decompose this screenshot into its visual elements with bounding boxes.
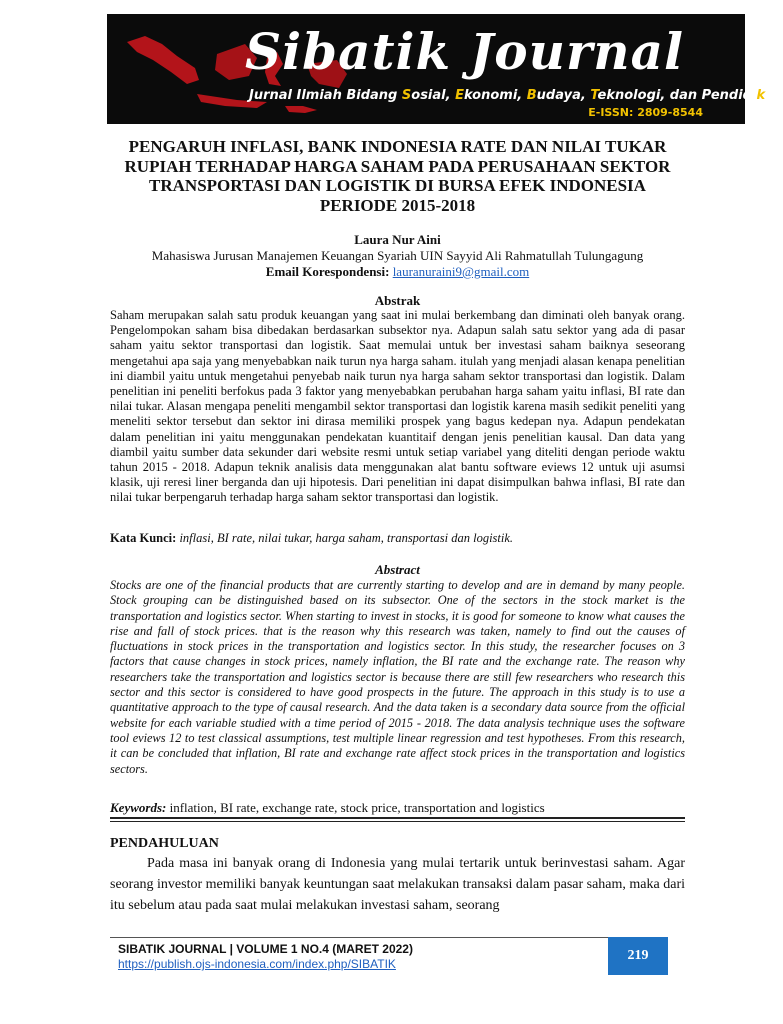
abstrak-heading: Abstrak xyxy=(374,293,421,308)
keywords-values: inflation, BI rate, exchange rate, stock price, transportation and logistics xyxy=(169,800,545,815)
kata-kunci xyxy=(110,531,685,546)
issn-label: E-ISSN: 2809-8544 xyxy=(588,106,703,119)
kata-kunci-values: inflasi, BI rate, nilai tukar, harga saham, transportasi dan logistik. xyxy=(179,531,514,545)
author-name: Laura Nur Aini xyxy=(354,232,441,247)
journal-subtitle: Jurnal Ilmiah Bidang Sosial, Ekonomi, Budaya, Teknologi, dan Pendidikan xyxy=(249,88,783,103)
email-link[interactable]: lauranuraini9@gmail.com xyxy=(392,264,530,279)
author-affiliation: Mahasiswa Jurusan Manajemen Keuangan Syariah UIN Sayyid Ali Rahmatullah Tulungagung xyxy=(151,248,644,263)
footer-url-link[interactable]: https://publish.ojs-indonesia.com/index.php/SIBATIK xyxy=(118,957,396,971)
journal-banner xyxy=(107,14,783,124)
footer-journal: SIBATIK JOURNAL | VOLUME 1 NO.4 (MARET 2022) xyxy=(118,942,413,956)
section-heading: PENDAHULUAN xyxy=(110,836,219,851)
abstract-heading: Abstract xyxy=(375,562,420,577)
abstrak-text: Saham merupakan salah satu produk keuangan yang saat ini mulai berkembang dan diminati oleh banyak orang. Pengelompokan saham bisa dibedakan berdasarkan subsektor nya. Adapun salah satu sektor yang ada di pasar saham yaitu sektor transportasi dan logistik. Saat memulai untuk ber investasi saham baiknya seseorang mengetahui apa saja yang menyebabkan naik turun nya harga saham. itulah yang menjadi alasan kenapa penelitian ini diambil yaitu untuk mengetahui penyebab naik turun nya harga saham sektor transportasi dan logistik. Dalam penelitian ini peneliti berfokus pada 3 faktor yang menyebabkan perubahan harga saham yaitu inflasi, BI rate dan nilai tukar. Alasan mengapa peneliti mengambil sektor transportasi dan logistik karena masih sedikit peneliti yang meneliti sektor tersebut dan sektor ini dirasa memiliki prospek yang bagus kedepan nya. Adapun pendekatan dalam penelitian ini yaitu menggunakan pendekatan kuantitaif dengan jenis penelitian kausal. Dan data yang diambil yaitu sumber data sekunder dari website resmi untuk setiap variabel yang diteliti dengan periode waktu tahun 2015 - 2018. Adapun teknik analisis data menggunakan alat bantu software eviews 12 untuk uji asumsi klasik, uji reresi liner berganda dan uji hipotesis. Dari penelitian ini dapat disimpulkan bahwa inflasi, BI rate dan nilai tukar berpengaruh terhadap harga saham sektor transportasi dan logistik. xyxy=(110,308,685,505)
abstract-text: Stocks are one of the financial products that are currently starting to develop and are in demand by many people. Stock grouping can be distinguished based on its subsector. One of the sectors in the stock market is the transportation and logistics sector. When starting to invest in stocks, it is good for someone to know what causes the rise and fall of stock prices. that is the reason why this research was taken, namely to find out the causes of fluctuations in stock prices in the transportation and logistics sector. In this study, the researcher focuses on 3 factors that cause changes in stock prices, namely inflation, the BI rate and the exchange rate. The reason why researchers take the transportation and logistics sector is because there are still few researchers who research this sector and this sector is considered to have good prospects in the future. The approach in this study is to use a quantitative approach to the type of causal research. And the data taken is a secondary data source from the official website for each variable studied with a time period of 2015 - 2018. The data analysis technique uses the software tool eviews 12 to test classical assumptions, test multiple linear regression and test hypotheses. From this research, it can be concluded that inflation, BI rate and exchange rate affect stock prices in the transportation and logistics sectors. xyxy=(110,578,685,776)
page-number: 219 xyxy=(608,937,668,975)
kata-kunci-label: Kata Kunci: xyxy=(110,531,177,545)
article-title: PENGARUH INFLASI, BANK INDONESIA RATE DAN NILAI TUKAR RUPIAH TERHADAP HARGA SAHAM PADA PERUSAHAAN SEKTOR TRANSPORTASI DAN LOGISTIK DI BURSA EFEK INDONESIA PERIODE 2015-2018 xyxy=(124,137,671,215)
email-label: Email Korespondensi: xyxy=(265,264,390,279)
divider-thick xyxy=(110,817,685,819)
keywords-label: Keywords: xyxy=(110,800,167,815)
email-line xyxy=(110,264,685,280)
section-body: Pada masa ini banyak orang di Indonesia yang mulai tertarik untuk berinvestasi saham. Agar seorang investor memiliki banyak keuntungan saat melakukan transaksi dalam pasar saham, maka dari itu sebelum atau pada saat mulai melakukan investasi saham, seorang xyxy=(110,856,685,913)
divider-thin xyxy=(110,821,685,822)
keywords xyxy=(110,800,685,816)
journal-title: Sibatik Journal xyxy=(245,22,685,81)
footer-divider xyxy=(110,937,608,938)
